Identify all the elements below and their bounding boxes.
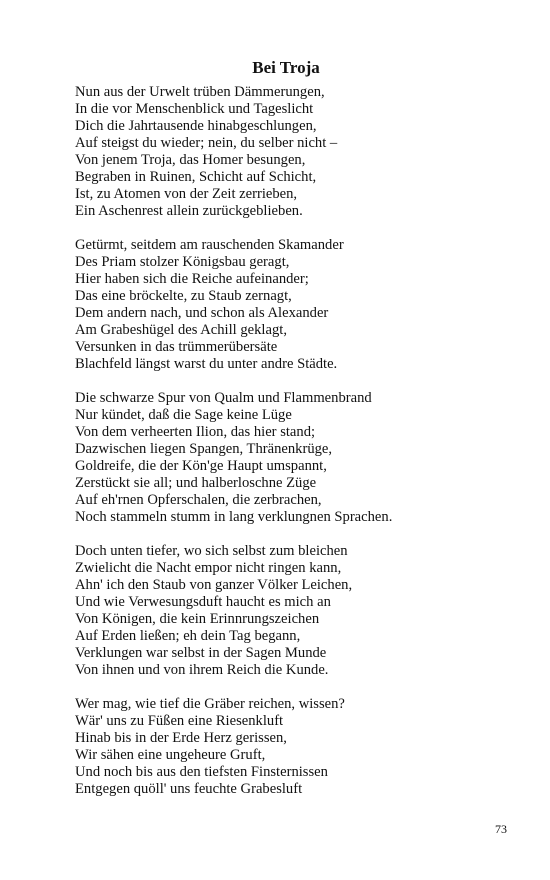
poem-line: Von dem verheerten Ilion, das hier stand; (75, 424, 316, 440)
poem-line: Blachfeld längst warst du unter andre Städte. (75, 356, 338, 372)
poem-line: Nur kündet, daß die Sage keine Lüge (75, 407, 292, 423)
poem-line: Am Grabeshügel des Achill geklagt, (75, 322, 287, 338)
poem-line: Versunken in das trümmerübersäte (75, 339, 278, 355)
poem-body (75, 84, 525, 815)
poem-line: Noch stammeln stumm in lang verklungnen Sprachen. (75, 509, 393, 525)
poem-line: Hinab bis in der Erde Herz gerissen, (75, 730, 287, 746)
poem-line: Dem andern nach, und schon als Alexander (75, 305, 329, 321)
poem-line: Dazwischen liegen Spangen, Thränenkrüge, (75, 441, 333, 457)
poem-line: In die vor Menschenblick und Tageslicht (75, 101, 314, 117)
poem-line: Goldreife, die der Kön'ge Haupt umspannt, (75, 458, 327, 474)
poem-line: Von jenem Troja, das Homer besungen, (75, 152, 306, 168)
poem-line: Ahn' ich den Staub von ganzer Völker Leichen, (75, 577, 353, 593)
poem-line: Auf eh'rnen Opferschalen, die zerbrachen, (75, 492, 322, 508)
poem-line: Und noch bis aus den tiefsten Finsternissen (75, 764, 328, 780)
poem-line: Ist, zu Atomen von der Zeit zerrieben, (75, 186, 298, 202)
stanza-2 (75, 237, 525, 373)
stanza-5 (75, 696, 525, 798)
poem-line: Die schwarze Spur von Qualm und Flammenbrand (75, 390, 372, 406)
poem-line: Getürmt, seitdem am rauschenden Skamander (75, 237, 344, 253)
poem-line: Begraben in Ruinen, Schicht auf Schicht, (75, 169, 317, 185)
poem-line: Wer mag, wie tief die Gräber reichen, wissen? (75, 696, 345, 712)
poem-line: Wir sähen eine ungeheure Gruft, (75, 747, 266, 763)
poem-line: Des Priam stolzer Königsbau geragt, (75, 254, 290, 270)
poem-line: Hier haben sich die Reiche aufeinander; (75, 271, 309, 287)
poem-line: Das eine bröckelte, zu Staub zernagt, (75, 288, 292, 304)
poem-line: Von ihnen und von ihrem Reich die Kunde. (75, 662, 329, 678)
poem-line: Zerstückt sie all; und halberloschne Züge (75, 475, 317, 491)
poem-line: Auf Erden ließen; eh dein Tag begann, (75, 628, 301, 644)
poem-title: Bei Troja (252, 58, 320, 77)
poem-line: Ein Aschenrest allein zurückgeblieben. (75, 203, 303, 219)
poem-line: Verklungen war selbst in der Sagen Munde (75, 645, 327, 661)
poem-line: Nun aus der Urwelt trüben Dämmerungen, (75, 84, 325, 100)
poem-line: Von Königen, die kein Erinnrungszeichen (75, 611, 320, 627)
page-number: 73 (495, 822, 507, 836)
stanza-4 (75, 543, 525, 679)
poem-line: Und wie Verwesungsduft haucht es mich an (75, 594, 331, 610)
poem-line: Entgegen quöll' uns feuchte Grabesluft (75, 781, 303, 797)
poem-line: Zwielicht die Nacht empor nicht ringen kann, (75, 560, 342, 576)
poem-line: Auf steigst du wieder; nein, du selber nicht – (75, 135, 338, 151)
stanza-3 (75, 390, 525, 526)
poem-line: Wär' uns zu Füßen eine Riesenkluft (75, 713, 284, 729)
poem-line: Doch unten tiefer, wo sich selbst zum bleichen (75, 543, 348, 559)
poem-line: Dich die Jahrtausende hinabgeschlungen, (75, 118, 317, 134)
stanza-1 (75, 84, 525, 220)
